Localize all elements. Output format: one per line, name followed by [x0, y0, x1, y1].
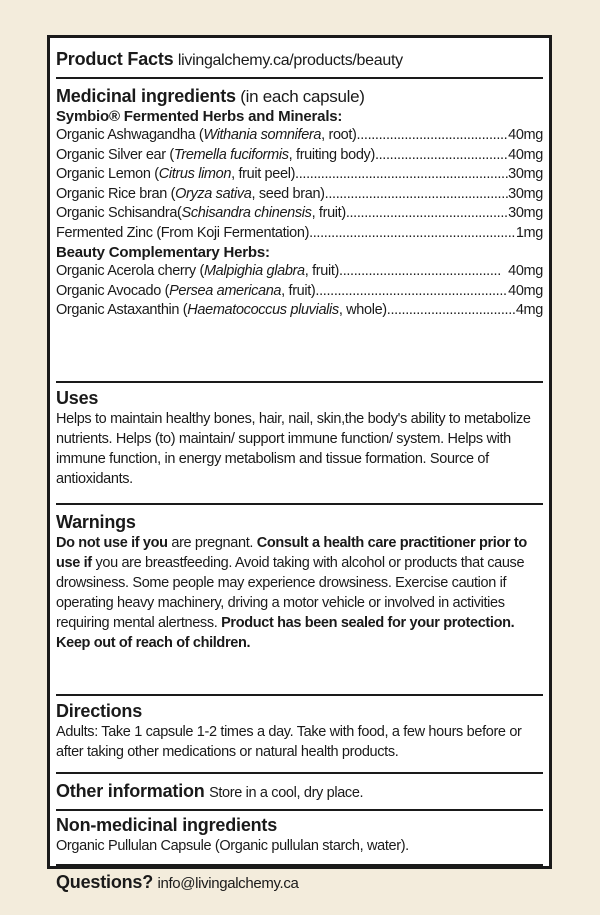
ingredient-common-name: Organic Schisandra(	[56, 205, 182, 221]
uses-text: Helps to maintain healthy bones, hair, nail, skin,the body's ability to metabolize nutrients. Helps (to) maintain/ support immune function/ system. Helps with immune function, in energy metabolism and tissue formation. Source of antioxidants.	[56, 411, 531, 487]
non-medicinal-title: Non-medicinal ingredients	[56, 815, 278, 835]
product-facts-label	[47, 35, 552, 892]
ingredient-name	[56, 126, 357, 146]
group2-title: Beauty Complementary Herbs:	[56, 244, 270, 261]
ingredient-common-name: Organic Acerola cherry (	[56, 263, 204, 279]
warning-text-1: are pregnant.	[167, 535, 257, 551]
dot-leader	[309, 224, 516, 244]
non-medicinal-section	[56, 811, 543, 866]
ingredient-part: , root)	[321, 127, 357, 143]
warnings-section	[56, 505, 543, 696]
ingredient-common-name: Organic Ashwagandha (	[56, 127, 204, 143]
product-url: livingalchemy.ca/products/beauty	[177, 52, 403, 69]
warning-text-2: you are breastfeeding. Avoid taking with alcohol or products that cause drowsiness. Some people may experience drowsiness. Exercise caution if operating heavy machinery, driving a motor vehicle or involved in activities requiring mental alertness.	[56, 555, 525, 631]
ingredient-latin-name: Persea americana	[169, 282, 282, 299]
ingredient-row	[56, 262, 543, 282]
dot-leader	[325, 185, 508, 205]
other-information-section	[56, 774, 543, 811]
ingredient-amount: 30mg	[508, 185, 543, 202]
ingredient-name	[56, 204, 346, 224]
ingredient-part: , seed bran)	[251, 185, 325, 202]
ingredient-latin-name: Schisandra chinensis	[181, 205, 312, 221]
ingredient-part: , whole)	[338, 302, 387, 318]
warning-bold-2: Consult a health care practitioner prior to use if	[56, 535, 527, 571]
medicinal-ingredients-section	[56, 79, 543, 383]
ingredient-row	[56, 224, 543, 244]
ingredient-common-name: Organic Rice bran (	[56, 185, 176, 202]
ingredient-latin-name: Haematococcus pluvialis	[187, 302, 339, 318]
ingredient-row	[56, 282, 543, 302]
other-title: Other information	[56, 781, 205, 801]
ingredient-latin-name: Tremella fuciformis	[173, 146, 289, 163]
ingredient-common-name: Organic Silver ear (	[56, 146, 174, 163]
non-medicinal-text: Organic Pullulan Capsule (Organic pullulan starch, water).	[56, 838, 409, 854]
ingredient-name	[56, 146, 375, 166]
product-facts-title: Product Facts	[56, 49, 174, 69]
group2-list	[56, 262, 543, 321]
questions-section	[56, 866, 543, 898]
ingredient-part: , fruiting body)	[288, 146, 375, 163]
other-text: Store in a cool, dry place.	[209, 785, 364, 801]
ingredient-amount: 4mg	[515, 302, 543, 318]
warning-bold-3: Product has been sealed for your protection. Keep out of reach of children.	[56, 615, 515, 651]
group1-list	[56, 126, 543, 243]
ingredient-common-name: Organic Lemon (	[56, 166, 159, 182]
dot-leader	[387, 301, 516, 321]
ingredient-part: , fruit peel)	[231, 166, 296, 182]
directions-section	[56, 696, 543, 774]
directions-text: Adults: Take 1 capsule 1-2 times a day. Take with food, a few hours before or after taking other medications or natural health products.	[56, 724, 522, 760]
directions-title: Directions	[56, 701, 143, 721]
ingredient-row	[56, 301, 543, 321]
ingredient-name	[56, 165, 295, 185]
warnings-title: Warnings	[56, 512, 136, 532]
ingredient-name	[56, 185, 325, 205]
ingredient-row	[56, 204, 543, 224]
dot-leader	[375, 146, 508, 166]
uses-section	[56, 383, 543, 505]
ingredient-row	[56, 126, 543, 146]
dot-leader	[357, 126, 509, 146]
ingredient-name	[56, 262, 339, 282]
ingredient-latin-name: Withania somnifera	[203, 127, 322, 143]
medicinal-title: Medicinal ingredients	[56, 86, 236, 106]
dot-leader	[339, 262, 501, 282]
warning-bold-1: Do not use if you	[56, 535, 168, 551]
ingredient-common-name: Organic Astaxanthin (	[56, 302, 188, 318]
ingredient-common-name: Organic Avocado (	[56, 282, 170, 299]
uses-title: Uses	[56, 388, 99, 408]
warnings-text	[56, 533, 543, 653]
dot-leader	[315, 282, 508, 302]
questions-email[interactable]: info@livingalchemy.ca	[157, 875, 299, 892]
ingredient-name	[56, 224, 309, 244]
ingredient-amount: 40mg	[508, 127, 543, 143]
ingredient-amount: 40mg	[508, 146, 543, 163]
ingredient-latin-name: Malpighia glabra	[203, 263, 305, 279]
ingredient-name	[56, 282, 315, 302]
medicinal-subtitle: (in each capsule)	[240, 87, 365, 106]
dot-leader	[295, 165, 508, 185]
dot-leader	[346, 204, 508, 224]
ingredient-name	[56, 301, 387, 321]
ingredient-amount: 30mg	[508, 166, 543, 182]
group1-title: Symbio® Fermented Herbs and Minerals:	[56, 108, 343, 125]
ingredient-latin-name: Oryza sativa	[175, 185, 252, 202]
product-facts-section	[56, 38, 543, 79]
ingredient-row	[56, 146, 543, 166]
ingredient-row	[56, 185, 543, 205]
ingredient-amount: 30mg	[508, 205, 543, 221]
ingredient-amount: 1mg	[515, 224, 543, 241]
questions-title: Questions?	[56, 872, 154, 892]
ingredient-common-name: Fermented Zinc (From Koji Fermentation)	[56, 224, 310, 241]
ingredient-amount: 40mg	[500, 263, 543, 279]
ingredient-latin-name: Citrus limon	[158, 166, 232, 182]
ingredient-row	[56, 165, 543, 185]
ingredient-amount: 40mg	[508, 282, 543, 299]
ingredient-part: , fruit)	[281, 282, 316, 299]
ingredient-part: , fruit)	[304, 263, 340, 279]
ingredient-part: , fruit)	[311, 205, 346, 221]
